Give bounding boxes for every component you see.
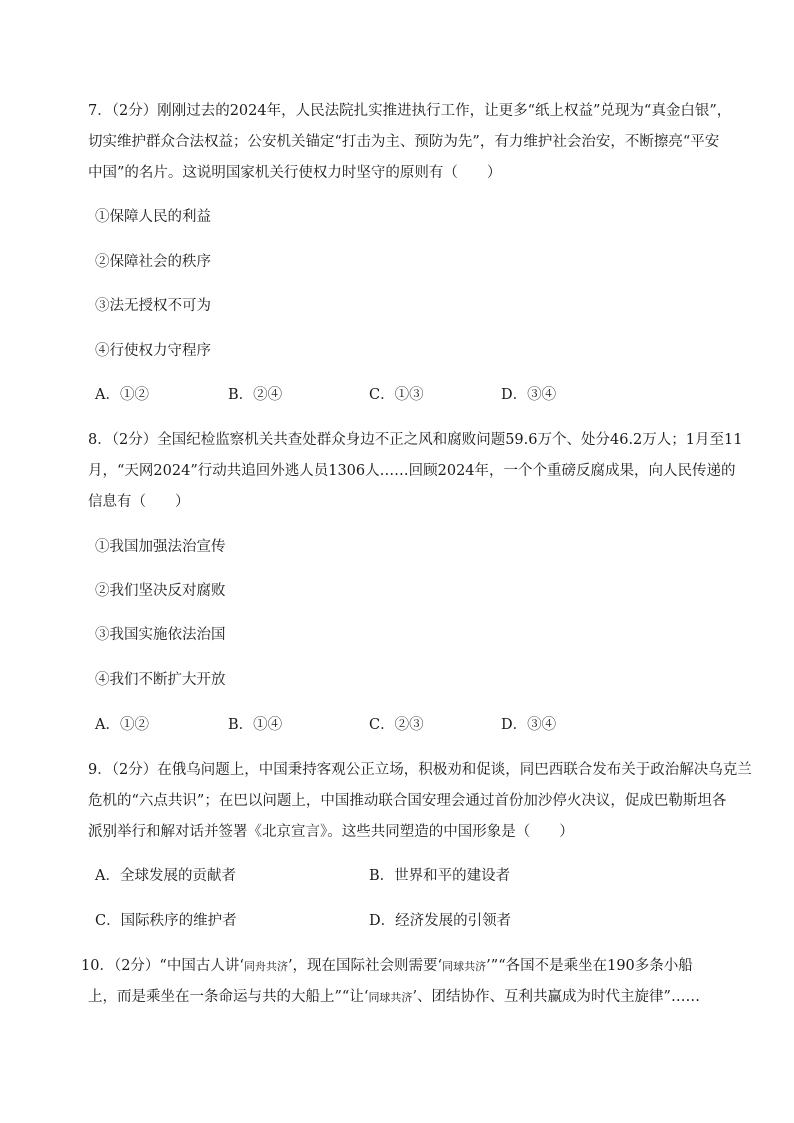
question-10-line-1: 10．（2分）“中国古人讲‘同舟共济’，现在国际社会则需要‘同球共济’”“各国不是乘坐在190多条小船 <box>81 958 693 974</box>
question-7-statement-2: ②保障社会的秩序 <box>95 254 211 270</box>
question-7-choice-c[interactable]: C．①③ <box>369 387 424 403</box>
question-9-line-1: 9．（2分）在俄乌问题上，中国秉持客观公正立场，积极劝和促谈，同巴西联合发布关于政治解决乌克兰 <box>88 762 752 778</box>
question-9-number: 9． <box>88 762 112 778</box>
question-8-number: 8． <box>88 432 112 448</box>
question-9-choice-d[interactable]: D．经济发展的引领者 <box>369 913 512 929</box>
question-7-number: 7． <box>88 103 112 119</box>
question-8-choice-a[interactable]: A．①② <box>95 717 149 733</box>
question-8-line-3: 信息有（ ） <box>88 494 190 510</box>
question-7-statement-1: ①保障人民的利益 <box>95 209 211 225</box>
question-8-choice-d[interactable]: D．③④ <box>501 717 557 733</box>
question-7-choice-b[interactable]: B．②④ <box>228 387 283 403</box>
question-9-choice-b[interactable]: B．世界和平的建设者 <box>369 868 511 884</box>
question-7-choice-a[interactable]: A．①② <box>95 387 149 403</box>
question-10-number: 10． <box>81 958 114 974</box>
question-8-statement-1: ①我国加强法治宣传 <box>95 539 226 555</box>
question-7-statement-4: ④行使权力守程序 <box>95 343 211 359</box>
question-9-choice-c[interactable]: C．国际秩序的维护者 <box>95 913 237 929</box>
question-8-line-2: 月，“天网2024”行动共追回外逃人员1306人……回顾2024年，一个个重磅反腐成果，向人民传递的 <box>88 463 736 479</box>
question-8-line-1: 8．（2分）全国纪检监察机关共查处群众身边不正之风和腐败问题59.6万个、处分46.2万人；1月至11 <box>88 432 743 448</box>
question-7-line-2: 切实维护群众合法权益；公安机关锚定“打击为主、预防为先”，有力维护社会治安，不断擦亮“平安 <box>88 134 720 150</box>
question-9-line-2: 危机的“六点共识”；在巴以问题上，中国推动联合国安理会通过首份加沙停火决议，促成巴勒斯坦各 <box>88 793 727 809</box>
question-7-choice-d[interactable]: D．③④ <box>501 387 557 403</box>
question-9-choice-a[interactable]: A．全球发展的贡献者 <box>95 868 236 884</box>
question-7-statement-3: ③法无授权不可为 <box>95 298 211 314</box>
question-8-statement-2: ②我们坚决反对腐败 <box>95 583 226 599</box>
question-8-statement-3: ③我国实施依法治国 <box>95 627 226 643</box>
question-7-line-1: 7．（2分）刚刚过去的2024年，人民法院扎实推进执行工作，让更多“纸上权益”兑现为“真金白银”， <box>88 103 732 119</box>
question-10-line-2: 上，而是乘坐在一条命运与共的大船上”“让‘同球共济’、团结协作、互利共赢成为时代主旋律”…… <box>88 989 700 1005</box>
question-7-line-3: 中国”的名片。这说明国家机关行使权力时坚守的原则有（ ） <box>88 165 502 181</box>
question-8-choice-b[interactable]: B．①④ <box>228 717 283 733</box>
question-9-line-3: 派别举行和解对话并签署《北京宣言》。这些共同塑造的中国形象是（ ） <box>88 824 574 840</box>
question-8-statement-4: ④我们不断扩大开放 <box>95 672 226 688</box>
question-8-choice-c[interactable]: C．②③ <box>369 717 424 733</box>
